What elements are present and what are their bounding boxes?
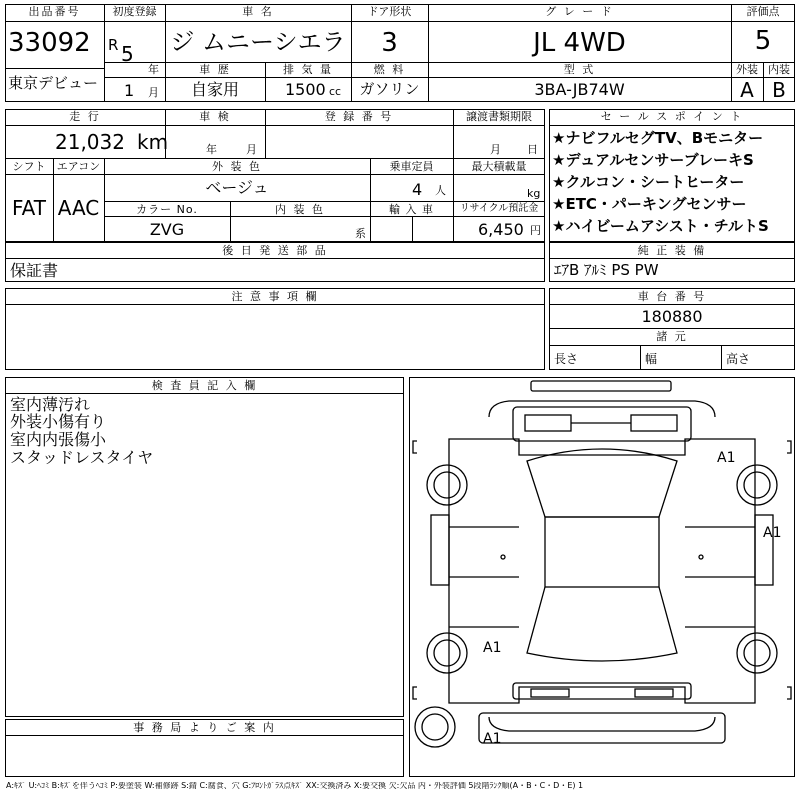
height-label: 高さ [726, 352, 751, 366]
damage-mark: A1 [717, 450, 736, 466]
sales-point-item: ★ハイビームアシスト・チルトS [552, 217, 769, 235]
month-unit: 月 [148, 86, 159, 99]
damage-mark: A1 [483, 640, 502, 656]
import-label: 輸 入 車 [389, 203, 434, 216]
door-value: 3 [381, 28, 398, 58]
int-color-label: 内 装 色 [275, 203, 325, 216]
transfer-label: 譲渡書類期限 [466, 110, 532, 123]
ext-color-label: 外 装 色 [212, 160, 262, 173]
inspection-year-unit: 年 [206, 143, 217, 156]
history-label: 車 歴 [199, 63, 231, 76]
ac-label: エアコン [56, 160, 101, 173]
lot-no: 33092 [8, 28, 91, 58]
exterior-label: 外装 [736, 63, 758, 76]
displacement-value: 1500 [285, 80, 326, 99]
lot-no-label: 出品番号 [28, 5, 81, 18]
car-name-label: 車 名 [242, 5, 274, 18]
color-no-label: カラー No. [136, 203, 198, 216]
reg-month: 1 [124, 81, 135, 100]
specs-label: 諸 元 [656, 330, 688, 343]
interior-label: 内装 [768, 63, 790, 76]
recycle-label: リサイクル預託金 [459, 203, 539, 214]
reg-year: 5 [121, 42, 134, 66]
caution-label: 注 意 事 項 欄 [231, 290, 319, 303]
int-color-unit: 系 [355, 227, 366, 240]
office-label: 事 務 局 よ り ご 案 内 [133, 721, 276, 734]
legend-text: A:ｷｽﾞ U:ﾍｺﾐ B:ｷｽﾞを伴うﾍｺﾐ P:要塗装 W:補修跡 S:錆 C:腐食、穴 G:ﾌﾛﾝﾄｶﾞﾗｽ点ｷｽﾞ XX:交換済み X:要交換 欠:欠品 内・外装評価 5段階ﾗﾝｸ順(A・B・C・D・E) 1 [6, 782, 584, 790]
score-value: 5 [754, 26, 772, 56]
equipment-label: 純 正 装 備 [637, 244, 707, 257]
grade-value: JL 4WD [533, 28, 626, 58]
history-value: 自家用 [190, 80, 239, 99]
door-label: ドア形状 [367, 5, 412, 18]
inspection-month-unit: 月 [246, 143, 257, 156]
capacity-unit: 人 [435, 184, 446, 197]
color-no-value: ZVG [149, 220, 185, 239]
mileage-unit: km [137, 130, 169, 154]
car-diagram [409, 377, 795, 777]
capacity-label: 乗車定員 [389, 160, 434, 173]
plate-label: 登 録 番 号 [324, 110, 394, 123]
sales-point-item: ★クルコン・シートヒーター [552, 173, 745, 191]
ext-color-value: ベージュ [205, 178, 269, 197]
inspector-note: 外装小傷有り [10, 412, 107, 431]
era: R [108, 36, 119, 54]
car-name: ジ ムニーシエラ [170, 28, 346, 56]
interior-grade: B [772, 78, 786, 102]
displacement-unit: cc [329, 85, 342, 98]
fuel-label: 燃 料 [373, 63, 406, 76]
year-unit: 年 [148, 63, 159, 76]
shift-value: FAT [11, 196, 46, 220]
width-label: 幅 [645, 352, 658, 366]
inspector-label: 検 査 員 記 入 欄 [151, 379, 258, 392]
inspector-note: 室内内張傷小 [10, 430, 107, 449]
vehicle-info-block [5, 109, 545, 242]
inspector-note: 室内薄汚れ [10, 395, 91, 414]
equipment-value: ｴｱB ｱﾙﾐ PS PW [554, 261, 659, 279]
displacement-label: 排 気 量 [283, 63, 333, 76]
inspector-note: スタッドレスタイヤ [10, 448, 154, 467]
model-code-value: 3BA-JB74W [534, 80, 625, 99]
ac-value: AAC [57, 196, 100, 220]
first-reg-label: 初度登録 [112, 5, 157, 18]
sales-point-item: ★ナビフルセグTV、Bモニター [552, 129, 764, 147]
later-parts-value: 保証書 [10, 261, 59, 280]
damage-mark: A1 [483, 731, 502, 747]
score-label: 評価点 [746, 5, 780, 18]
capacity-value: 4 [412, 180, 423, 199]
transfer-month-unit: 月 [490, 143, 501, 156]
sales-point-item: ★ETC・パーキングセンサー [552, 195, 747, 213]
recycle-value: 6,450 [478, 220, 524, 239]
grade-label: グ レ ー ド [545, 5, 614, 18]
sales-points-label: セ ー ル ス ポ イ ン ト [600, 110, 744, 123]
length-label: 長さ [554, 352, 579, 366]
exterior-grade: A [740, 78, 754, 102]
damage-mark: A1 [763, 525, 782, 541]
sales-point-item: ★デュアルセンサーブレーキS [552, 151, 754, 169]
later-parts-label: 後 日 発 送 部 品 [222, 244, 328, 257]
mileage-value: 21,032 [55, 130, 125, 154]
mileage-label: 走 行 [69, 110, 101, 123]
inspection-label: 車 検 [199, 110, 231, 123]
recycle-unit: 円 [530, 224, 541, 237]
shift-label: シフト [12, 160, 46, 173]
model-code-label: 型 式 [563, 63, 596, 76]
venue: 東京デビュー [8, 74, 99, 92]
fuel-value: ガソリン [359, 80, 420, 98]
chassis-value: 180880 [641, 307, 703, 326]
chassis-label: 車 台 番 号 [637, 290, 707, 303]
load-unit: kg [527, 187, 541, 200]
transfer-day-unit: 日 [527, 143, 538, 156]
load-label: 最大積載量 [471, 160, 527, 173]
